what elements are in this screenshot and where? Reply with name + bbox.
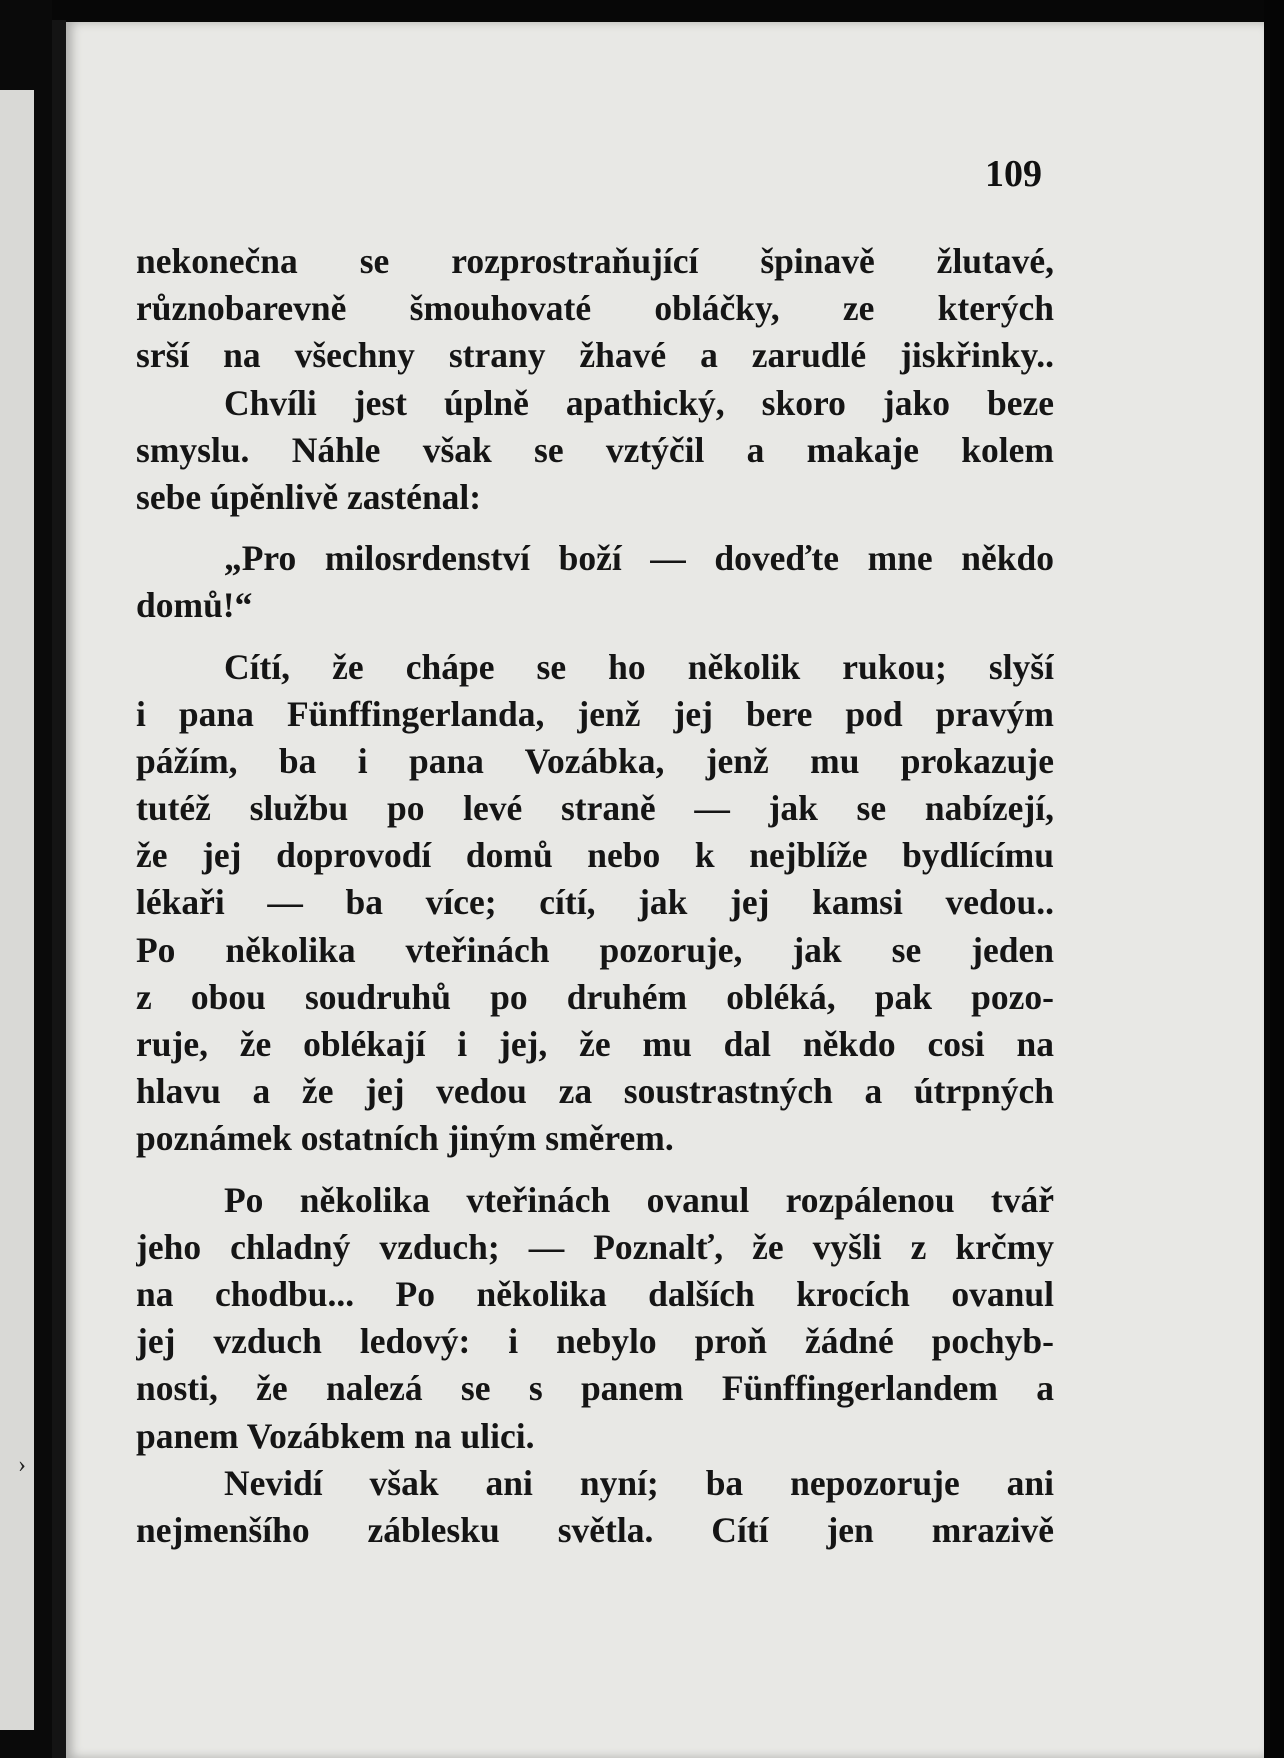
text-line: sebe úpěnlivě zasténal: bbox=[136, 476, 482, 517]
text-line: jeho chladný vzduch; — Poznalť, že vyšli z krčmy bbox=[136, 1226, 1054, 1267]
text-line: i pana Fünffingerlanda, jenž jej bere pod pravým bbox=[136, 693, 1054, 734]
text-line: Cítí, že chápe se ho několik rukou; slyší bbox=[224, 646, 1054, 687]
text-line: nekonečna se rozprostraňující špinavě žlutavé, bbox=[136, 241, 1054, 281]
text-line: domů!“ bbox=[136, 585, 253, 626]
page-number: 109 bbox=[985, 153, 1042, 195]
text-line: Po několika vteřinách pozoruje, jak se jeden bbox=[136, 929, 1054, 970]
body-text bbox=[136, 238, 1054, 1554]
book-gutter bbox=[52, 20, 66, 1758]
text-line: smyslu. Náhle však se vztýčil a makaje kolem bbox=[136, 429, 1054, 470]
previous-page-edge bbox=[0, 90, 34, 1730]
text-line: srší na všechny strany žhavé a zarudlé jiskřinky.. bbox=[136, 335, 1054, 376]
text-line: tutéž službu po levé straně — jak se nabízejí, bbox=[136, 788, 1054, 829]
text-line: nejmenšího záblesku světla. Cítí jen mrazivě bbox=[136, 1509, 1054, 1550]
margin-mark: › bbox=[18, 1452, 26, 1478]
text-line: z obou soudruhů po druhém obléká, pak pozo- bbox=[136, 976, 1054, 1017]
right-dark-border bbox=[1264, 0, 1284, 1758]
text-line: panem Vozábkem na ulici. bbox=[136, 1415, 535, 1456]
text-line: různobarevně šmouhovaté obláčky, ze kterých bbox=[136, 288, 1054, 329]
text-line: na chodbu... Po několika dalších krocích ovanul bbox=[136, 1273, 1054, 1314]
text-line: jej vzduch ledový: i nebylo proň žádné pochyb- bbox=[136, 1321, 1054, 1362]
text-line: ruje, že oblékají i jej, že mu dal někdo cosi na bbox=[136, 1024, 1054, 1064]
text-line: poznámek ostatních jiným směrem. bbox=[136, 1118, 674, 1159]
text-line: Nevidí však ani nyní; ba nepozoruje ani bbox=[224, 1462, 1054, 1503]
text-line: hlavu a že jej vedou za soustrastných a útrpných bbox=[136, 1071, 1054, 1112]
text-line: Po několika vteřinách ovanul rozpálenou tvář bbox=[224, 1179, 1054, 1220]
text-line: že jej doprovodí domů nebo k nejblíže bydlícímu bbox=[136, 835, 1054, 876]
text-line: „Pro milosrdenství boží — doveďte mne někdo bbox=[224, 538, 1054, 579]
text-line: lékaři — ba více; cítí, jak jej kamsi vedou.. bbox=[136, 882, 1054, 923]
text-line: Chvíli jest úplně apathický, skoro jako beze bbox=[224, 382, 1054, 423]
text-line: nosti, že nalezá se s panem Fünffingerlandem a bbox=[136, 1368, 1054, 1409]
text-line: pážím, ba i pana Vozábka, jenž mu prokazuje bbox=[136, 740, 1054, 781]
